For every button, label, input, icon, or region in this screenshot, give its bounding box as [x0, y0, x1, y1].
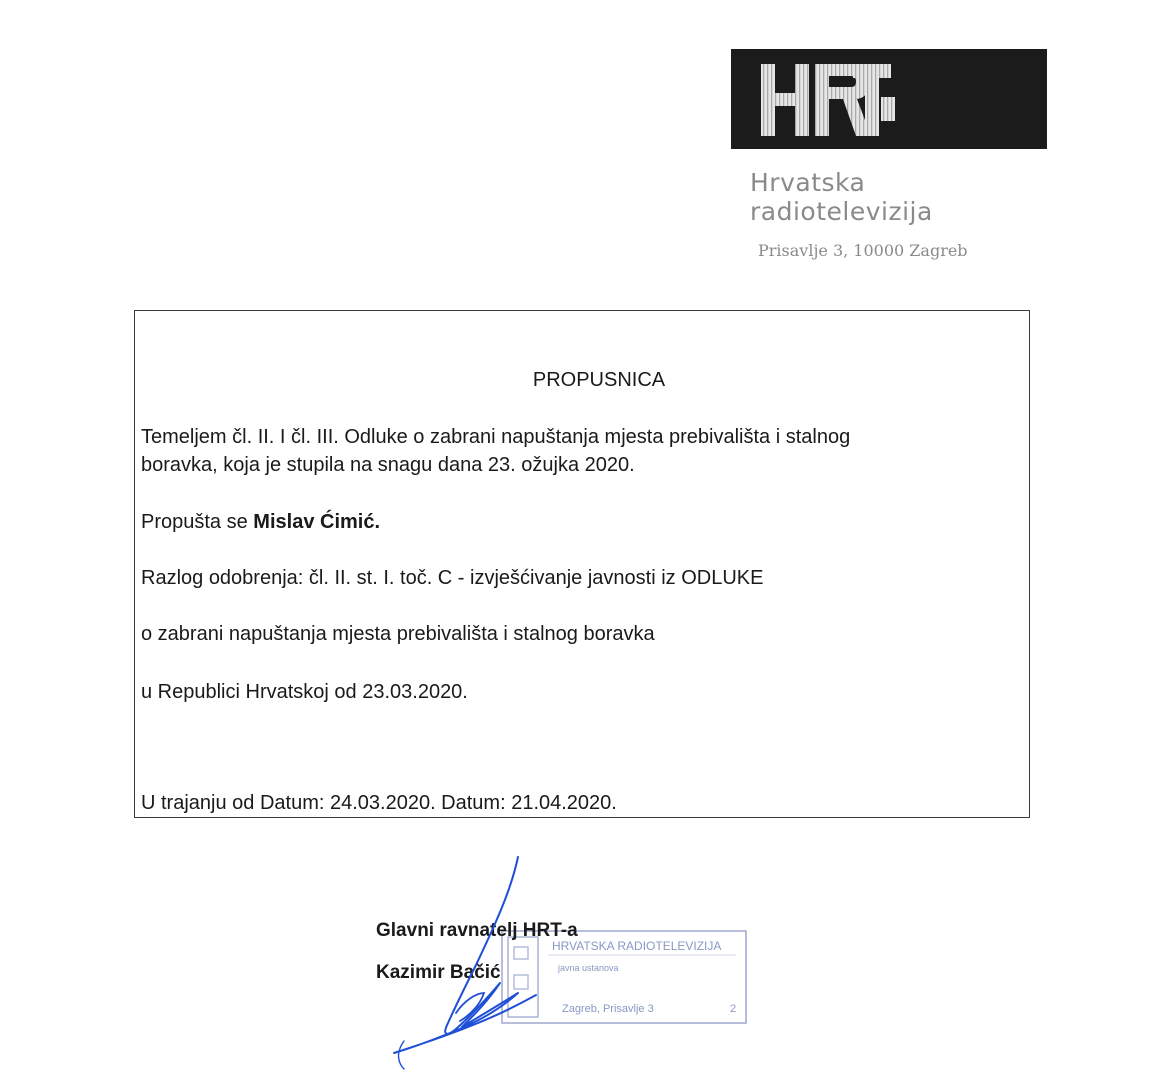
- approval-reason-line1: Razlog odobrenja: čl. II. st. I. toč. C - izvješćivanje javnosti iz ODLUKE: [141, 567, 764, 589]
- organization-name: [750, 168, 933, 226]
- organization-name-line2: radiotelevizija: [750, 197, 933, 226]
- pass-holder: [141, 508, 380, 536]
- legal-basis-line2: boravka, koja je stupila na snagu dana 23. ožujka 2020.: [141, 454, 635, 476]
- pass-holder-prefix: Propušta se: [141, 511, 254, 533]
- stamp-line2: javna ustanova: [558, 963, 619, 973]
- approval-reason-line2: o zabrani napuštanja mjesta prebivališta i stalnog boravka: [141, 623, 655, 645]
- organization-name-line1: Hrvatska: [750, 168, 866, 197]
- signatory-title: Glavni ravnatelj HRT-a: [376, 920, 578, 941]
- organization-address: Prisavlje 3, 10000 Zagreb: [758, 241, 968, 260]
- legal-basis-line1: Temeljem čl. II. I čl. III. Odluke o zabrani napuštanja mjesta prebivališta i stalnog: [141, 426, 851, 448]
- hrt-logo-graphic: [731, 49, 1047, 149]
- hrt-logo: [731, 49, 1047, 149]
- validity-period: U trajanju od Datum: 24.03.2020. Datum: 21.04.2020.: [141, 792, 617, 814]
- stamp-number: 2: [730, 1003, 737, 1015]
- stamp-line3: Zagreb, Prisavlje 3: [562, 1003, 654, 1015]
- signatory-name: Kazimir Bačić: [376, 962, 501, 983]
- stamp-line1: HRVATSKA RADIOTELEVIZIJA: [552, 939, 722, 953]
- pass-document: [134, 310, 1030, 818]
- legal-basis: [141, 423, 850, 479]
- pass-holder-name: Mislav Ćimić.: [253, 511, 381, 533]
- document-title: PROPUSNICA: [532, 369, 666, 391]
- approval-reason-line3: u Republici Hrvatskoj od 23.03.2020.: [141, 681, 468, 703]
